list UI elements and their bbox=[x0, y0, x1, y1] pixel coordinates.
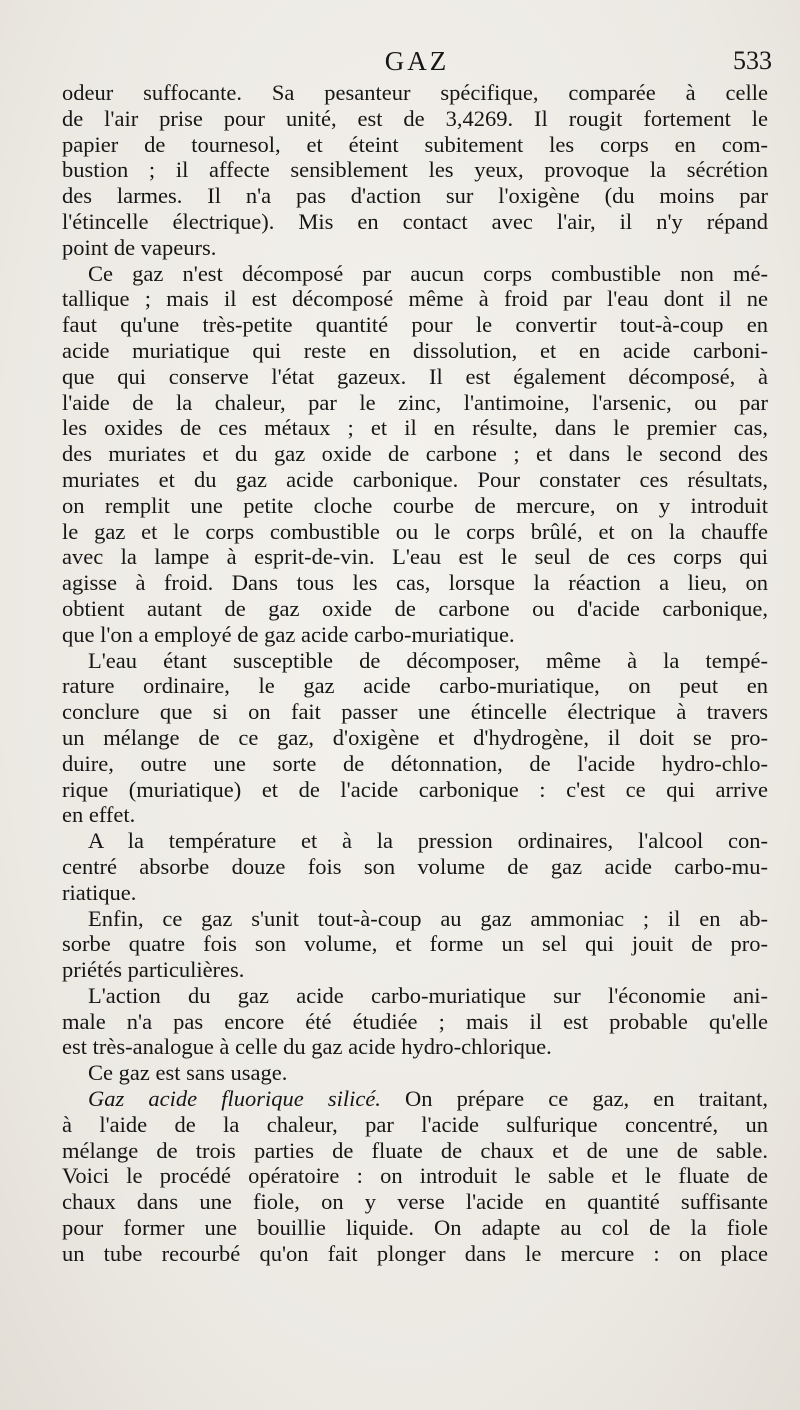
italic-heading: Gaz acide fluorique silicé. bbox=[88, 1086, 381, 1112]
text-line: odeur suffocante. Sa pesanteur spécifique, comparée à celle bbox=[62, 80, 768, 105]
text-line bbox=[62, 1086, 768, 1112]
text-line: bustion ; il affecte sensiblement les yeux, provoque la sécrétion bbox=[62, 157, 768, 183]
text-line: un mélange de ce gaz, d'oxigène et d'hydrogène, il doit se pro- bbox=[62, 724, 768, 750]
text-run: On prépare ce gaz, en traitant, bbox=[380, 1086, 768, 1112]
text-line: rique (muriatique) et de l'acide carbonique : c'est ce qui arrive bbox=[62, 776, 768, 802]
text-line: que qui conserve l'état gazeux. Il est également décomposé, à bbox=[62, 363, 768, 389]
text-line: on remplit une petite cloche courbe de mercure, on y introduit bbox=[62, 492, 768, 518]
text-line: à l'aide de la chaleur, par l'acide sulfurique concentré, un bbox=[62, 1111, 768, 1137]
text-line: obtient autant de gaz oxide de carbone ou d'acide carbonique, bbox=[62, 595, 768, 621]
text-line: rature ordinaire, le gaz acide carbo-muriatique, on peut en bbox=[62, 673, 768, 699]
text-line: acide muriatique qui reste en dissolution, et en acide carboni- bbox=[62, 337, 768, 363]
running-title: GAZ bbox=[384, 46, 450, 76]
text-line: de l'air prise pour unité, est de 3,4269. Il rougit fortement le bbox=[62, 105, 768, 131]
text-line: point de vapeurs. bbox=[62, 234, 217, 260]
text-line: riatique. bbox=[62, 879, 137, 905]
text-line: l'étincelle électrique). Mis en contact avec l'air, il n'y répand bbox=[62, 208, 768, 234]
text-line: A la température et à la pression ordinaires, l'alcool con- bbox=[88, 828, 768, 854]
text-line: mélange de trois parties de fluate de chaux et de une de sable. bbox=[62, 1137, 768, 1163]
text-line: que l'on a employé de gaz acide carbo-muriatique. bbox=[62, 621, 515, 647]
text-line: sorbe quatre fois son volume, et forme un sel qui jouit de pro- bbox=[62, 931, 768, 957]
text-line: en effet. bbox=[62, 802, 136, 828]
body-text bbox=[62, 80, 768, 1267]
text-line: le gaz et le corps combustible ou le corps brûlé, et on la chauffe bbox=[62, 518, 768, 544]
text-line: l'aide de la chaleur, par le zinc, l'antimoine, l'arsenic, ou par bbox=[62, 389, 768, 415]
text-line: muriates et du gaz acide carbonique. Pour constater ces résultats, bbox=[62, 466, 768, 492]
text-line: duire, outre une sorte de détonnation, de l'acide hydro-chlo- bbox=[62, 750, 768, 776]
page-header bbox=[62, 40, 772, 80]
page-number: 533 bbox=[733, 46, 772, 75]
text-line: L'action du gaz acide carbo-muriatique sur l'économie ani- bbox=[88, 982, 768, 1008]
text-line: L'eau étant susceptible de décomposer, même à la tempé- bbox=[88, 647, 768, 673]
text-line: Enfin, ce gaz s'unit tout-à-coup au gaz ammoniac ; il en ab- bbox=[88, 905, 768, 931]
text-line: priétés particulières. bbox=[62, 957, 245, 983]
text-line: agisse à froid. Dans tous les cas, lorsque la réaction a lieu, on bbox=[62, 570, 768, 596]
text-line: un tube recourbé qu'on fait plonger dans le mercure : on place bbox=[62, 1240, 768, 1266]
text-line: papier de tournesol, et éteint subitement les corps en com- bbox=[62, 131, 768, 157]
text-line: male n'a pas encore été étudiée ; mais il est probable qu'elle bbox=[62, 1008, 768, 1034]
text-line: les oxides de ces métaux ; et il en résulte, dans le premier cas, bbox=[62, 415, 768, 441]
text-line: est très-analogue à celle du gaz acide hydro-chlorique. bbox=[62, 1034, 552, 1060]
text-line: avec la lampe à esprit-de-vin. L'eau est le seul de ces corps qui bbox=[62, 544, 768, 570]
text-line: chaux dans une fiole, on y verse l'acide en quantité suffisante bbox=[62, 1189, 768, 1215]
text-line: des muriates et du gaz oxide de carbone ; et dans le second des bbox=[62, 441, 768, 467]
text-line: Ce gaz est sans usage. bbox=[88, 1060, 288, 1086]
text-line: centré absorbe douze fois son volume de gaz acide carbo-mu- bbox=[62, 853, 768, 879]
text-line: des larmes. Il n'a pas d'action sur l'oxigène (du moins par bbox=[62, 183, 768, 209]
text-line: Ce gaz n'est décomposé par aucun corps combustible non mé- bbox=[88, 260, 768, 286]
text-line: pour former une bouillie liquide. On adapte au col de la fiole bbox=[62, 1215, 768, 1241]
text-line: conclure que si on fait passer une étincelle électrique à travers bbox=[62, 699, 768, 725]
text-line: faut qu'une très-petite quantité pour le convertir tout-à-coup en bbox=[62, 312, 768, 338]
text-line: Voici le procédé opératoire : on introduit le sable et le fluate de bbox=[62, 1163, 768, 1189]
text-line: tallique ; mais il est décomposé même à froid par l'eau dont il ne bbox=[62, 286, 768, 312]
